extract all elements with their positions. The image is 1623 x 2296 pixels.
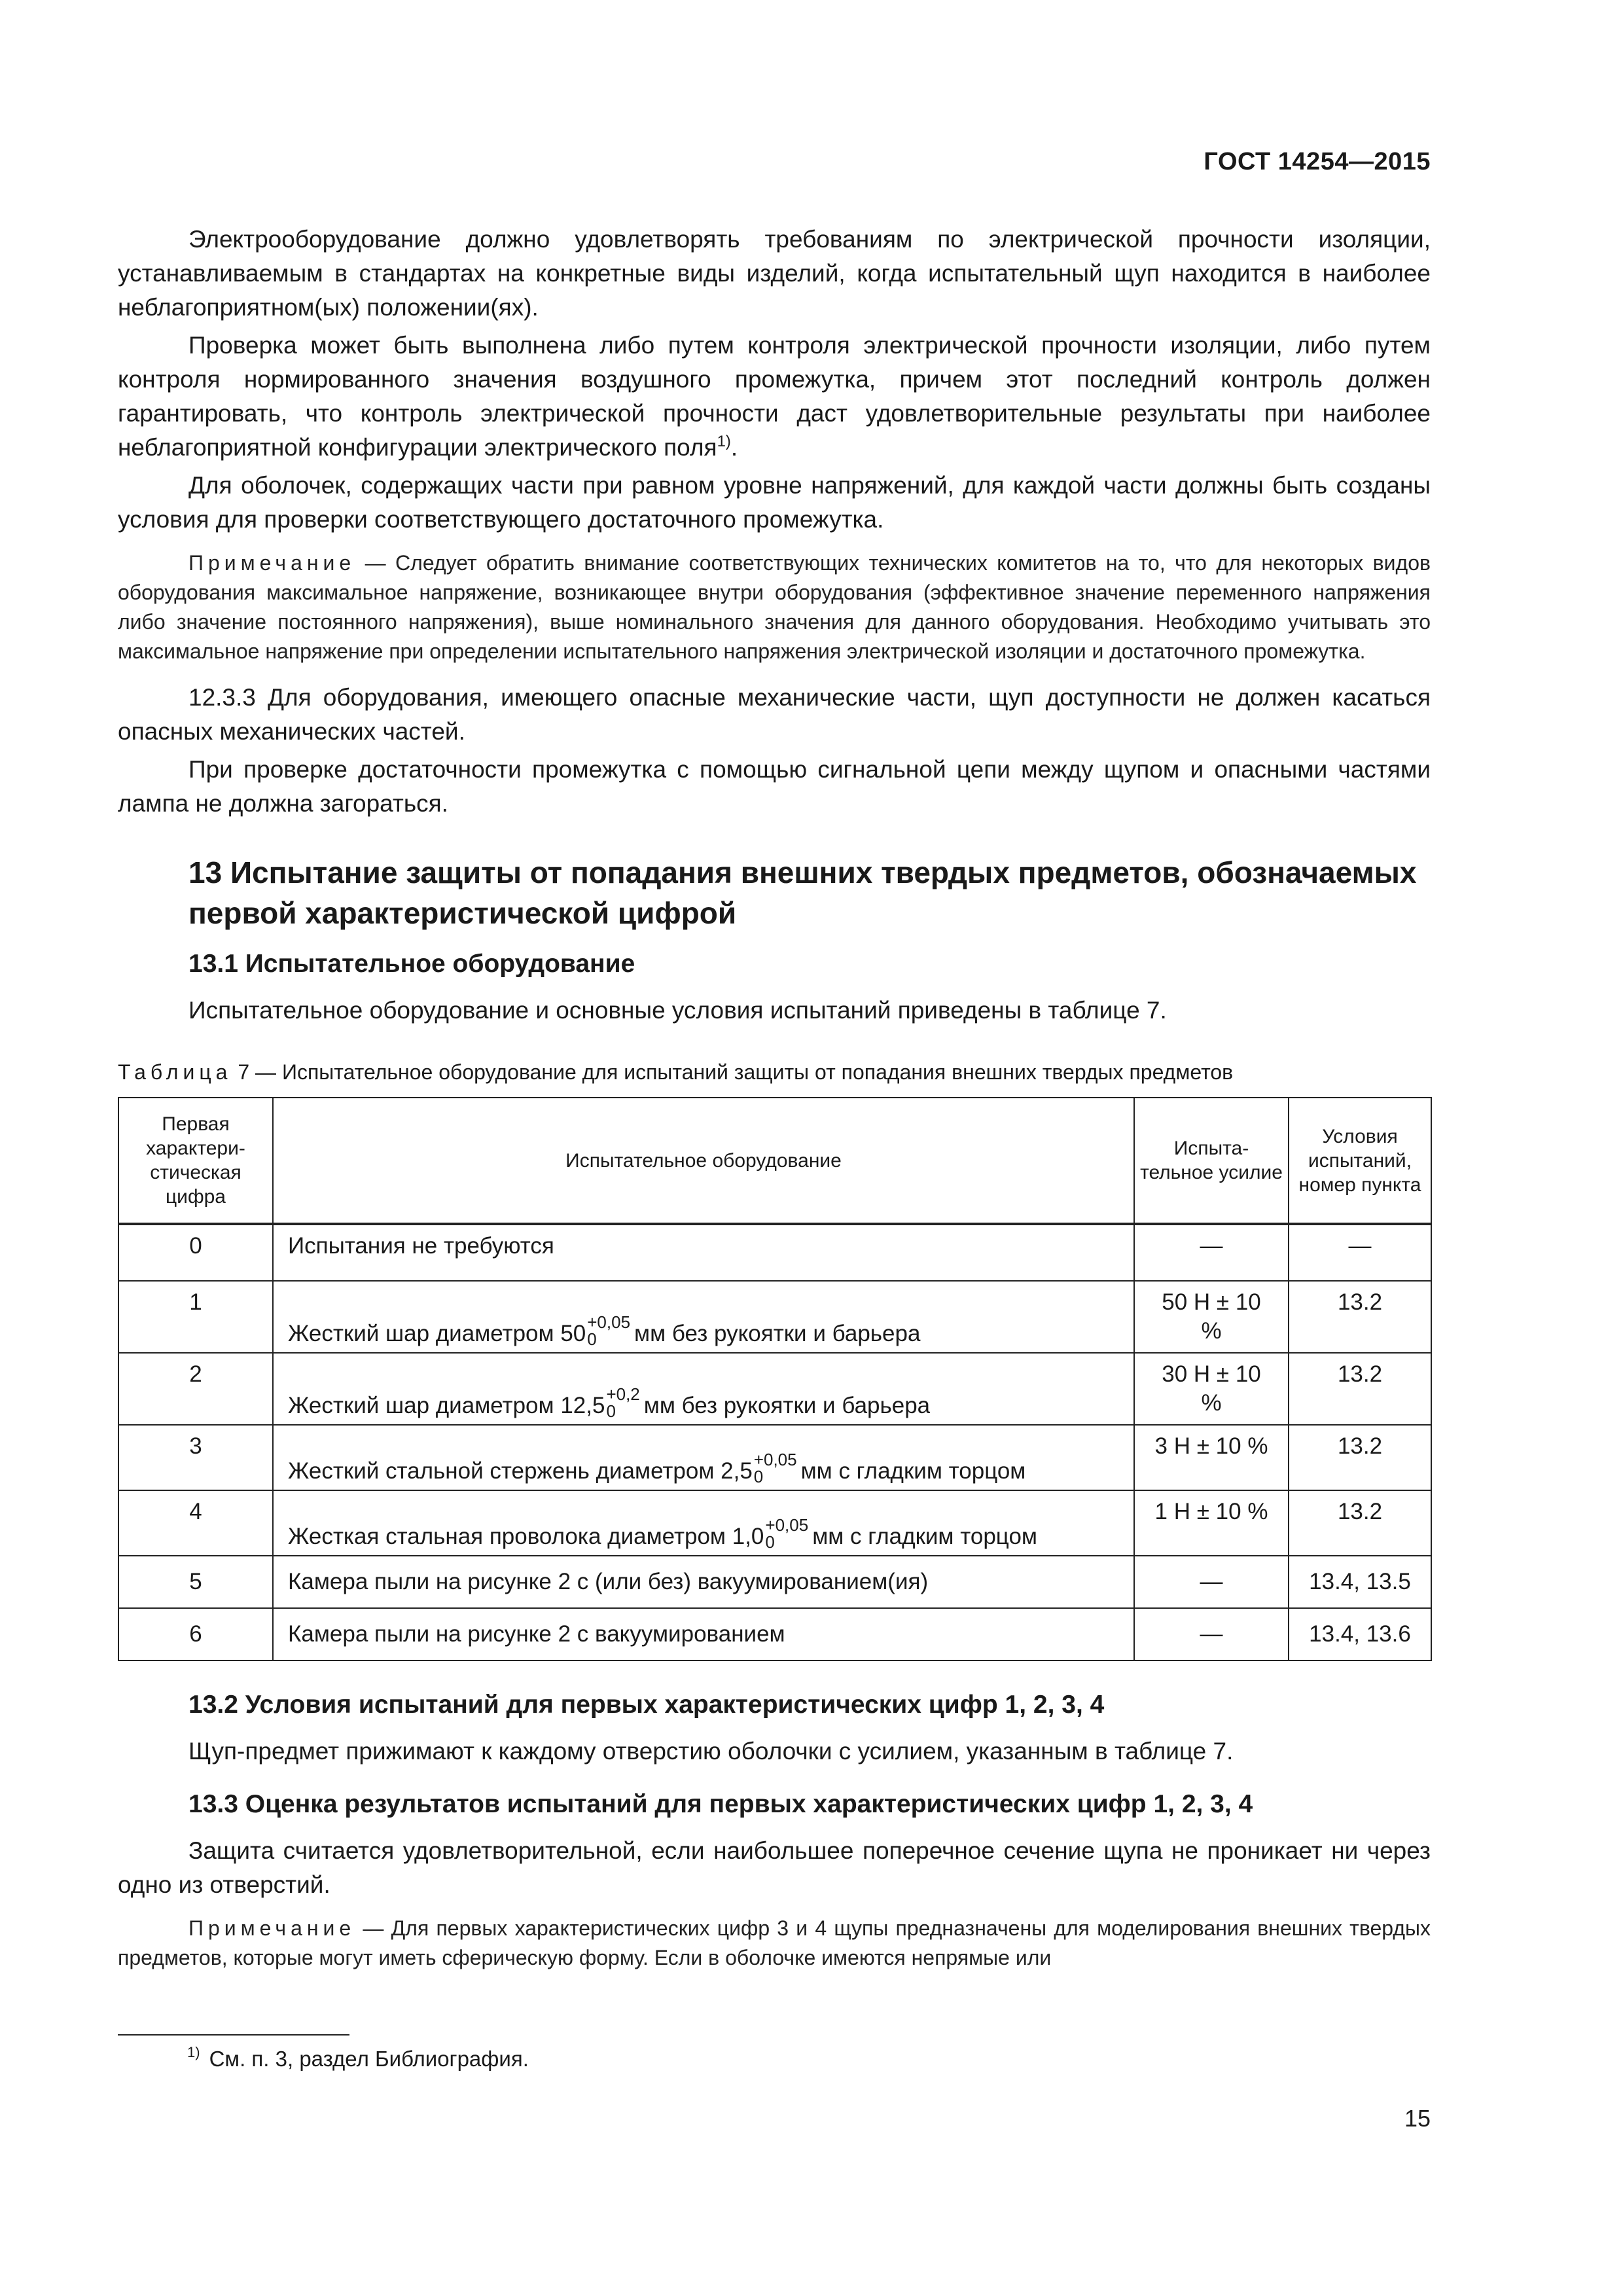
equipment-text-end: мм с гладким торцом (812, 1524, 1037, 1549)
footnote-text: См. п. 3, раздел Библиография. (209, 2047, 529, 2071)
cell-digit: 3 (118, 1425, 273, 1490)
cell-equipment (273, 1425, 1134, 1490)
col-header-digit: Первая характери-стическая цифра (118, 1098, 273, 1224)
cell-conditions: 13.2 (1289, 1281, 1431, 1353)
table-row (118, 1608, 1431, 1660)
tolerance-lower: 0 (765, 1532, 775, 1552)
cell-conditions: 13.4, 13.5 (1289, 1556, 1431, 1608)
footnote-divider (118, 2034, 349, 2036)
subsection-heading-13-2: 13.2 Условия испытаний для первых характеристических цифр 1, 2, 3, 4 (188, 1691, 1105, 1719)
tolerance-upper: +0,2 (606, 1384, 640, 1404)
cell-conditions: — (1289, 1224, 1431, 1281)
cell-force: 1 Н ± 10 % (1134, 1490, 1289, 1556)
paragraph-signal-circuit: При проверке достаточности промежутка с помощью сигнальной цепи между щупом и опасными частями лампа не должна загораться. (118, 756, 1431, 817)
table-row (118, 1224, 1431, 1281)
cell-force: 50 Н ± 10 % (1134, 1281, 1289, 1353)
col-header-conditions: Условия испытаний, номер пункта (1289, 1098, 1431, 1224)
diameter-value: 1,0 (732, 1524, 764, 1549)
cell-force: 3 Н ± 10 % (1134, 1425, 1289, 1490)
col-header-equipment: Испытательное оборудование (273, 1098, 1134, 1224)
tolerance-lower: 0 (587, 1329, 597, 1349)
cell-force: — (1134, 1608, 1289, 1660)
tolerance-lower: 0 (606, 1401, 616, 1421)
equipment-text-end: мм без рукоятки и барьера (634, 1321, 921, 1346)
document-code: ГОСТ 14254—2015 (1204, 148, 1431, 175)
cell-digit: 5 (118, 1556, 273, 1608)
table-row (118, 1353, 1431, 1425)
cell-equipment (273, 1353, 1134, 1425)
tolerance (765, 1515, 809, 1552)
cell-digit: 4 (118, 1490, 273, 1556)
cell-conditions: 13.2 (1289, 1490, 1431, 1556)
cell-force: 30 Н ± 10 % (1134, 1353, 1289, 1425)
equipment-text: Жесткий шар диаметром (288, 1393, 561, 1418)
cell-digit: 2 (118, 1353, 273, 1425)
note-voltage (118, 548, 1431, 666)
col-header-force: Испыта-тельное усилие (1134, 1098, 1289, 1224)
cell-equipment: Испытания не требуются (273, 1224, 1134, 1281)
paragraph-enclosures: Для оболочек, содержащих части при равном уровне напряжений, для каждой части должны быть созданы условия для проверки соответствующего достаточного промежутка. (118, 472, 1431, 533)
cell-equipment: Камера пыли на рисунке 2 с вакуумированием (273, 1608, 1134, 1660)
table-caption-label: Таблица (118, 1060, 232, 1084)
subsection-heading-13-1: 13.1 Испытательное оборудование (188, 950, 635, 978)
cell-equipment (273, 1281, 1134, 1353)
paragraph-verification (118, 329, 1431, 465)
table-header-row (118, 1098, 1431, 1224)
tolerance-upper: +0,05 (587, 1312, 631, 1332)
cell-digit: 1 (118, 1281, 273, 1353)
diameter-value: 50 (560, 1321, 586, 1346)
tolerance-upper: +0,05 (753, 1450, 797, 1469)
cell-digit: 6 (118, 1608, 273, 1660)
table-caption (118, 1058, 1431, 1086)
cell-conditions: 13.2 (1289, 1425, 1431, 1490)
paragraph-verification-text: Проверка может быть выполнена либо путем контроля электрической прочности изоляции, либо путем контроля нормированного значения воздушного промежутка, причем этот последний контроль должен гарантировать, что контроль электрической прочности даст удовлетворительные результаты при наиболее неблагоприятной конфигурации электрического поля (118, 332, 1431, 461)
footnote-marker: 1) (187, 2044, 200, 2060)
diameter-value: 12,5 (560, 1393, 605, 1418)
note-text: — Для первых характеристических цифр 3 и 4 щупы предназначены для моделирования внешних твердых предметов, которые могут иметь сферическую форму. Если в оболочке имеются непрямые или (118, 1916, 1431, 1969)
paragraph-13-2: Щуп-предмет прижимают к каждому отверстию оболочки с усилием, указанным в таблице 7. (188, 1738, 1234, 1765)
footnote-ref[interactable]: 1) (717, 433, 731, 450)
tolerance (606, 1384, 640, 1421)
table-row (118, 1425, 1431, 1490)
page-content (118, 223, 1431, 1987)
note-label: Примечание (188, 551, 356, 575)
equipment-text-end: мм с гладким торцом (800, 1458, 1026, 1484)
table-7 (118, 1097, 1432, 1661)
subsection-heading-13-3: 13.3 Оценка результатов испытаний для первых характеристических цифр 1, 2, 3, 4 (188, 1790, 1253, 1818)
tolerance (754, 1451, 797, 1484)
diameter-value: 2,5 (721, 1458, 753, 1484)
footnote (187, 2044, 529, 2072)
tolerance-lower: 0 (753, 1467, 764, 1486)
cell-conditions: 13.2 (1289, 1353, 1431, 1425)
cell-conditions: 13.4, 13.6 (1289, 1608, 1431, 1660)
table-row (118, 1281, 1431, 1353)
note-text: — Следует обратить внимание соответствующих технических комитетов на то, что для некоторых видов оборудования максимальное напряжение, возникающее внутри оборудования (эффективное значение переменного напряжения либо значение постоянного напряжения), выше номинального значения для данного оборудования. Необходимо учитывать это максимальное напряжение при определении испытательного напряжения электрической изоляции и достаточного промежутка. (118, 551, 1431, 663)
paragraph-12-3-3: 12.3.3 Для оборудования, имеющего опасные механические части, щуп доступности не должен касаться опасных механических частей. (118, 684, 1431, 745)
paragraph-verification-end: . (730, 434, 738, 461)
cell-force: — (1134, 1224, 1289, 1281)
equipment-text-end: мм без рукоятки и барьера (643, 1393, 931, 1418)
equipment-text: Жесткая стальная проволока диаметром (288, 1524, 732, 1549)
tolerance-upper: +0,05 (765, 1515, 809, 1535)
tolerance (587, 1312, 631, 1349)
paragraph-dielectric-strength: Электрооборудование должно удовлетворять требованиям по электрической прочности изоляции, устанавливаемым в стандартах на конкретные виды изделий, когда испытательный щуп находится в наиболее неблагоприятном(ых) положении(ях). (118, 226, 1431, 321)
table-row (118, 1556, 1431, 1608)
section-heading-13: 13 Испытание защиты от попадания внешних твердых предметов, обозначаемых первой характеристической цифрой (188, 855, 1417, 930)
equipment-text: Жесткий шар диаметром (288, 1321, 561, 1346)
table-caption-text: 7 — Испытательное оборудование для испытаний защиты от попадания внешних твердых предметов (232, 1060, 1234, 1084)
cell-digit: 0 (118, 1224, 273, 1281)
note-label: Примечание (188, 1916, 356, 1940)
paragraph-13-3: Защита считается удовлетворительной, если наибольшее поперечное сечение щупа не проникает ни через одно из отверстий. (118, 1837, 1431, 1898)
cell-equipment (273, 1490, 1134, 1556)
equipment-text: Жесткий стальной стержень диаметром (288, 1458, 721, 1484)
cell-force: — (1134, 1556, 1289, 1608)
page-number: 15 (1404, 2105, 1431, 2132)
paragraph-13-1: Испытательное оборудование и основные условия испытаний приведены в таблице 7. (188, 997, 1167, 1024)
cell-equipment: Камера пыли на рисунке 2 с (или без) вакуумированием(ия) (273, 1556, 1134, 1608)
note-13-3 (118, 1914, 1431, 1973)
table-row (118, 1490, 1431, 1556)
